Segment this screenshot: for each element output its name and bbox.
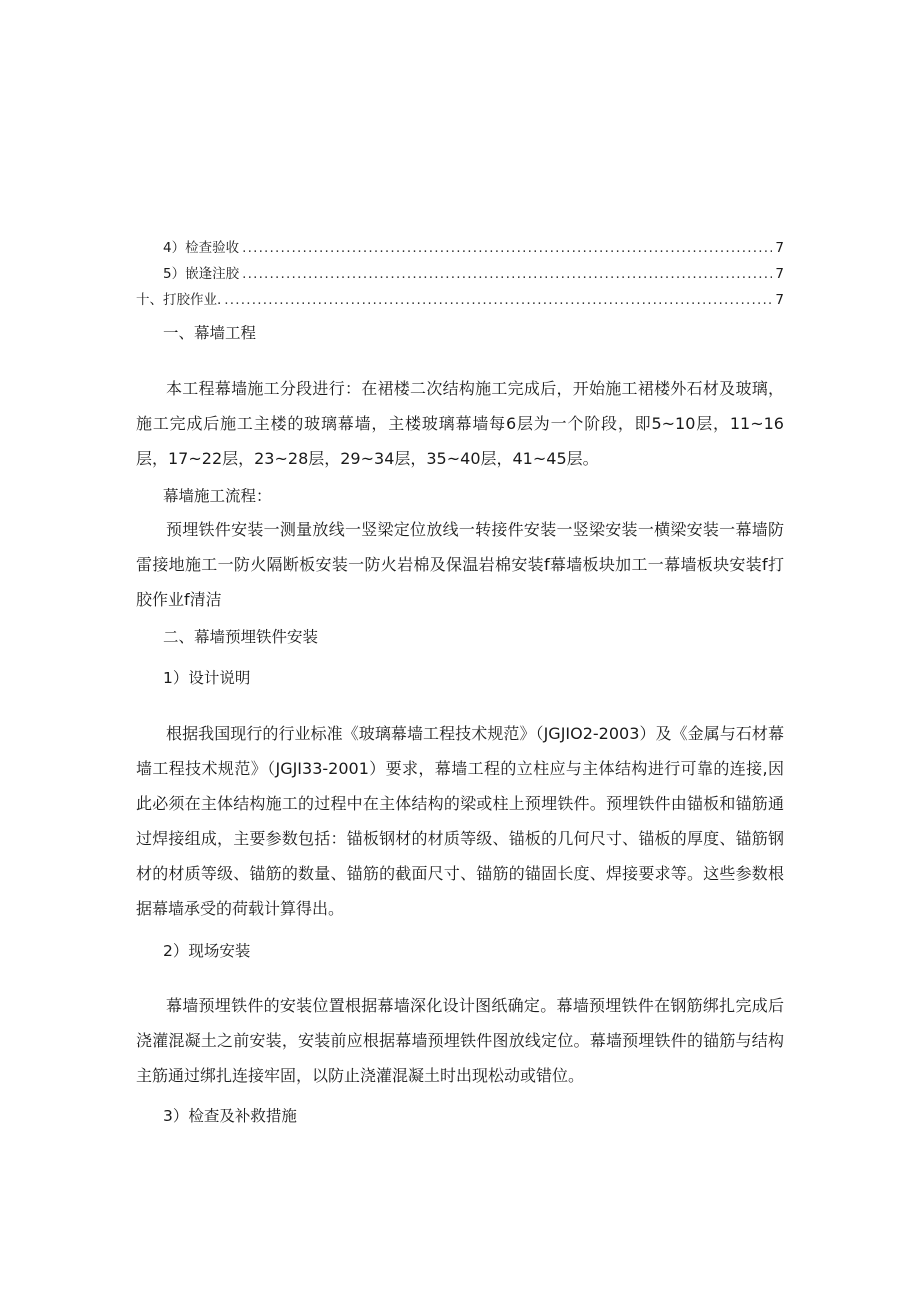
toc-entry-label: 十、打胶作业.	[136, 292, 222, 308]
section-heading-embedded-parts: 二、幕墙预埋铁件安装	[163, 628, 319, 646]
toc-dot-leader	[224, 287, 772, 313]
paragraph-text: 根据我国现行的行业标准《玻璃幕墙工程技术规范》（JGJIO2-2003）及《金属与石材幕墙工程技术规范》（JGJI33-2001）要求，幕墙工程的立柱应与主体结构进行可靠的连接,因此必须在主体结构施工的过程中在主体结构的梁或柱上预埋铁件。预埋铁件由锚板和锚筋通过焊接组成，主要参数包括：锚板钢材的材质等级、锚板的几何尺寸、锚板的厚度、锚筋钢材的材质等级、锚筋的数量、锚筋的截面尺寸、锚筋的锚固长度、焊接要求等。这些参数根据幕墙承受的荷载计算得出。	[136, 724, 784, 918]
toc-dot-leader	[242, 261, 772, 287]
paragraph-text: 预埋铁件安装一测量放线一竖梁定位放线一转接件安装一竖梁安装一横梁安装一幕墙防雷接地施工一防火隔断板安装一防火岩棉及保温岩棉安装f幕墙板块加工一幕墙板块安装f打胶作业f清洁	[136, 520, 784, 609]
paragraph-process-flow	[136, 512, 784, 617]
toc-page-number: 7	[775, 266, 784, 282]
paragraph-site-installation	[136, 988, 784, 1093]
toc-entry[interactable]	[136, 235, 784, 261]
paragraph-text: 本工程幕墙施工分段进行：在裙楼二次结构施工完成后，开始施工裙楼外石材及玻璃，施工完成后施工主楼的玻璃幕墙，主楼玻璃幕墙每6层为一个阶段，即5~10层，11~16层，17~22层，23~28层，29~34层，35~40层，41~45层。	[136, 379, 784, 468]
toc-entry[interactable]	[136, 261, 784, 287]
toc-page-number: 7	[775, 292, 784, 308]
toc-entry-label: 5）嵌逢注胶	[163, 266, 240, 282]
subsection-heading-site-installation: 2）现场安装	[163, 942, 251, 960]
paragraph-curtain-wall-phases	[136, 371, 784, 476]
section-heading-process: 幕墙施工流程：	[163, 487, 272, 505]
subsection-heading-inspection: 3）检查及补救措施	[163, 1107, 297, 1125]
toc-entry-label: 4）检查验收	[163, 240, 240, 256]
paragraph-design-description	[136, 716, 784, 926]
subsection-heading-design: 1）设计说明	[163, 669, 251, 687]
paragraph-text: 幕墙预埋铁件的安装位置根据幕墙深化设计图纸确定。幕墙预埋铁件在钢筋绑扎完成后浇灌混凝土之前安装，安装前应根据幕墙预埋铁件图放线定位。幕墙预埋铁件的锚筋与结构主筋通过绑扎连接牢固，以防止浇灌混凝土时出现松动或错位。	[136, 996, 784, 1085]
toc-entry[interactable]	[136, 287, 784, 313]
section-heading-curtain-wall: 一、幕墙工程	[163, 324, 257, 342]
toc-dot-leader	[242, 235, 772, 261]
toc-page-number: 7	[775, 240, 784, 256]
table-of-contents	[136, 235, 784, 313]
